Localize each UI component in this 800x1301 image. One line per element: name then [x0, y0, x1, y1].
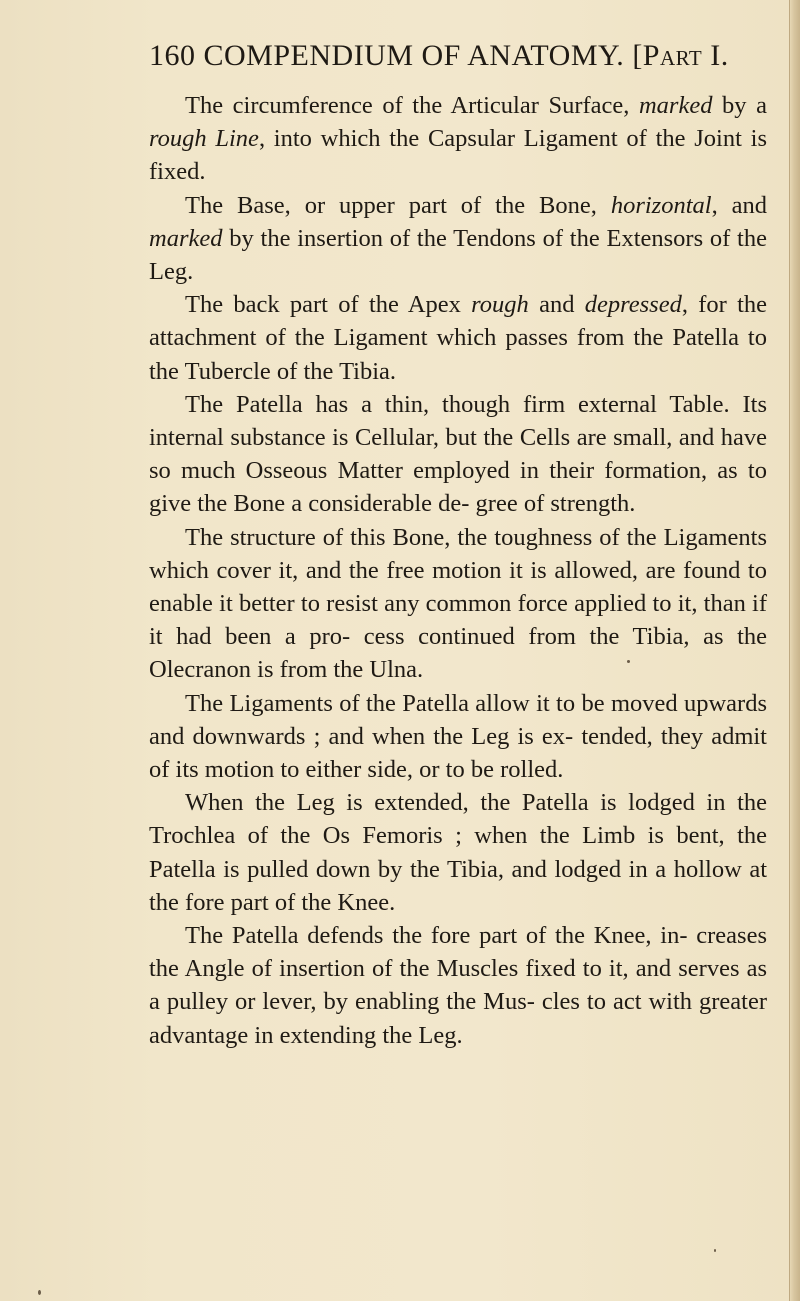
text-run: and: [528, 291, 585, 319]
text-run: The structure of this Bone, the toughness of the Ligaments which cover it, and the free motion it is allowed, are found to enable it better to resist any common force applied to it, than if it had been a pro- cess continued from the Tibia, as the Olecranon is from the Ulna.: [149, 523, 767, 684]
part-label: [Part I.: [632, 39, 729, 72]
italic-text: rough Line: [149, 125, 259, 153]
text-run: , for the attachment of the Ligament which passes from the Patella to the Tubercle of the Tibia.: [149, 291, 768, 385]
italic-text: rough: [471, 291, 529, 319]
text-run: , into which the Capsular Ligament of the Joint is fixed.: [149, 125, 767, 186]
running-title: COMPENDIUM OF ANATOMY.: [203, 39, 625, 72]
italic-text: horizontal: [610, 191, 712, 219]
italic-text: marked: [149, 224, 223, 252]
paragraph: [149, 521, 767, 687]
page-number: 160: [149, 39, 196, 72]
paragraph: [149, 288, 767, 388]
paragraph: [149, 786, 767, 919]
page-edge: [789, 0, 800, 1301]
text-run: The circumference of the Articular Surface,: [185, 92, 639, 119]
text-run: The Patella defends the fore part of the Knee, in- creases the Angle of insertion of the Muscles fixed to it, and serves as a pulley or lever, by enabling the Mus- cles to act with greater advantage in extending the Leg.: [149, 922, 767, 1049]
text-run: The Patella has a thin, though firm external Table. Its internal substance is Cellular, but the Cells are small, and have so much Osseous Matter employed in their formation, as to give the Bone a considerable de- gree of strength.: [149, 390, 767, 518]
italic-text: marked: [638, 92, 713, 119]
text-run: The Ligaments of the Patella allow it to be moved upwards and downwards ; and when the Leg is ex- tended, they admit of its motion to either side, or to be rolled.: [149, 689, 767, 784]
italic-text: depressed: [584, 291, 682, 319]
paragraph: [149, 189, 767, 289]
paragraph: [149, 919, 767, 1052]
text-run: The Base, or upper part of the Bone,: [185, 191, 611, 219]
text-run: , and: [711, 191, 767, 219]
ink-speck: [714, 1249, 716, 1252]
text-run: by a: [712, 92, 767, 119]
paragraph: [149, 687, 767, 787]
text-run: When the Leg is extended, the Patella is lodged in the Trochlea of the Os Femoris ; when the Limb is bent, the Patella is pulled down by the Tibia, and lodged in a hollow at the fore part of the Knee.: [149, 789, 767, 916]
paragraph: [149, 388, 767, 521]
running-head: [149, 36, 769, 76]
text-run: by the insertion of the Tendons of the Extensors of the Leg.: [149, 224, 767, 286]
body-text: [149, 89, 767, 1052]
ink-speck: [38, 1290, 41, 1295]
paragraph: [149, 89, 767, 189]
ink-speck: [627, 660, 630, 663]
text-run: The back part of the Apex: [185, 291, 472, 319]
